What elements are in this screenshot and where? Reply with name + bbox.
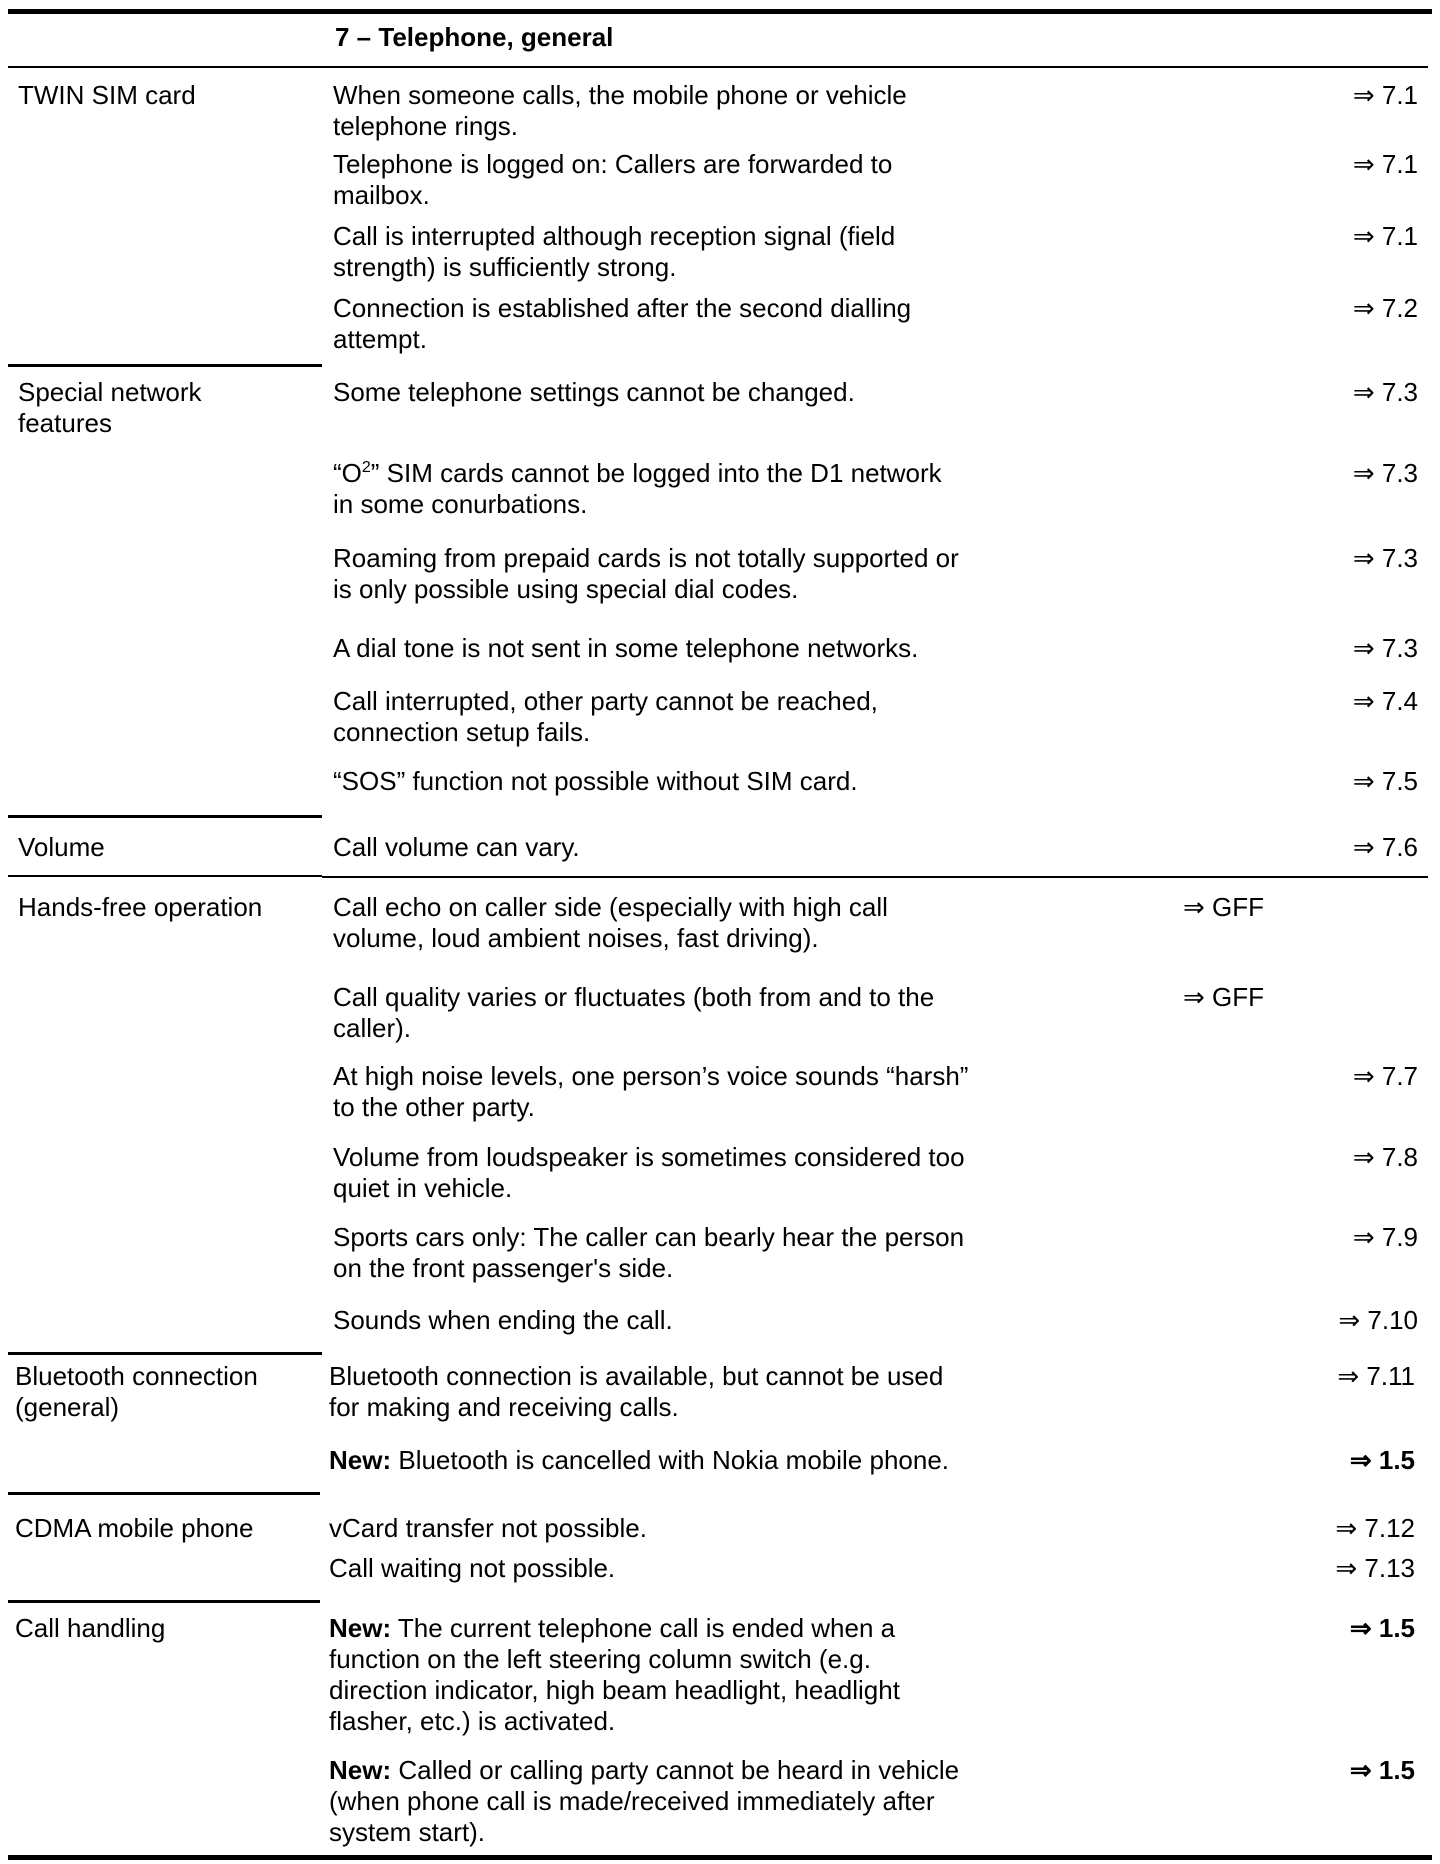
item-text: volume, loud ambient noises, fast driving). — [333, 923, 819, 953]
item-text: At high noise levels, one person’s voice sounds “harsh” — [333, 1061, 969, 1091]
divider-hands-free — [8, 1352, 322, 1355]
top-rule — [8, 9, 1432, 14]
item-text: flasher, etc.) is activated. — [329, 1706, 616, 1736]
cross-reference-gff: ⇒ GFF — [1183, 982, 1264, 1012]
category-twin-sim: TWIN SIM card — [18, 80, 196, 110]
item-text: Call is interrupted although reception signal (field — [333, 221, 896, 251]
bottom-rule — [8, 1855, 1432, 1860]
cross-reference: ⇒ 7.1 — [1352, 149, 1418, 179]
item-text: on the front passenger's side. — [333, 1253, 674, 1283]
item-text: attempt. — [333, 324, 427, 354]
header-rule — [8, 66, 1428, 68]
item-text: Bluetooth connection is available, but cannot be used — [329, 1361, 944, 1391]
category-volume: Volume — [18, 832, 105, 862]
item-text: Call volume can vary. — [333, 832, 580, 862]
item-text: Volume from loudspeaker is sometimes considered too — [333, 1142, 965, 1172]
cross-reference-gff: ⇒ GFF — [1183, 892, 1264, 922]
item-text: mailbox. — [333, 180, 430, 210]
item-text: connection setup fails. — [333, 717, 591, 747]
item-text: New: Called or calling party cannot be heard in vehicle — [329, 1755, 960, 1785]
item-text: vCard transfer not possible. — [329, 1513, 647, 1543]
item-text: quiet in vehicle. — [333, 1173, 513, 1203]
cross-reference: ⇒ 7.3 — [1352, 633, 1418, 663]
cross-reference: ⇒ 1.5 — [1349, 1445, 1415, 1475]
cross-reference: ⇒ 1.5 — [1349, 1613, 1415, 1643]
item-text: Roaming from prepaid cards is not totally supported or — [333, 543, 959, 573]
cross-reference: ⇒ 7.9 — [1352, 1222, 1418, 1252]
new-label: New: — [329, 1613, 392, 1643]
cross-reference: ⇒ 7.8 — [1352, 1142, 1418, 1172]
category-special-network: Special network — [18, 377, 202, 407]
item-text: caller). — [333, 1013, 412, 1043]
item-text: Connection is established after the second dialling — [333, 293, 912, 323]
divider-bluetooth — [8, 1492, 320, 1495]
category-hands-free: Hands-free operation — [18, 892, 263, 922]
divider-volume-right — [322, 876, 1428, 878]
item-text: to the other party. — [333, 1092, 535, 1122]
category-call-handling: Call handling — [15, 1613, 166, 1643]
item-text: direction indicator, high beam headlight, headlight — [329, 1675, 900, 1705]
divider-cdma — [8, 1600, 320, 1603]
item-text: Telephone is logged on: Callers are forwarded to — [333, 149, 893, 179]
category-bluetooth-line2: (general) — [15, 1392, 120, 1422]
superscript: 2 — [361, 459, 371, 476]
item-text: system start). — [329, 1817, 486, 1847]
item-text: Call echo on caller side (especially with high call — [333, 892, 888, 922]
new-label: New: — [329, 1755, 392, 1785]
cross-reference: ⇒ 7.6 — [1352, 832, 1418, 862]
item-text: Call waiting not possible. — [329, 1553, 616, 1583]
cross-reference: ⇒ 7.10 — [1338, 1305, 1418, 1335]
cross-reference: ⇒ 7.11 — [1337, 1361, 1415, 1391]
cross-reference: ⇒ 7.12 — [1335, 1513, 1415, 1543]
item-text: function on the left steering column switch (e.g. — [329, 1644, 871, 1674]
item-text: “$O^2$” SIM cards cannot be logged into the D1 network — [333, 458, 942, 488]
item-text: A dial tone is not sent in some telephone networks. — [333, 633, 919, 663]
cross-reference: ⇒ 7.13 — [1335, 1553, 1415, 1583]
new-label: New: — [329, 1445, 392, 1475]
item-text: for making and receiving calls. — [329, 1392, 679, 1422]
item-text: Sounds when ending the call. — [333, 1305, 673, 1335]
section-title: 7 – Telephone, general — [335, 22, 614, 52]
item-text: New: Bluetooth is cancelled with Nokia mobile phone. — [329, 1445, 950, 1475]
category-special-network-line2: features — [18, 408, 112, 438]
item-text: When someone calls, the mobile phone or vehicle — [333, 80, 907, 110]
divider-volume — [8, 875, 322, 877]
item-text: in some conurbations. — [333, 489, 588, 519]
item-text: Call interrupted, other party cannot be reached, — [333, 686, 878, 716]
cross-reference: ⇒ 7.1 — [1352, 221, 1418, 251]
item-text: Some telephone settings cannot be changed. — [333, 377, 855, 407]
divider-twin-sim — [8, 364, 322, 367]
cross-reference: ⇒ 7.2 — [1352, 293, 1418, 323]
cross-reference: ⇒ 7.1 — [1352, 80, 1418, 110]
item-text: New: The current telephone call is ended when a — [329, 1613, 896, 1643]
cross-reference: ⇒ 7.5 — [1352, 766, 1418, 796]
cross-reference: ⇒ 7.7 — [1352, 1061, 1418, 1091]
item-text: is only possible using special dial codes. — [333, 574, 799, 604]
cross-reference: ⇒ 1.5 — [1349, 1755, 1415, 1785]
category-bluetooth: Bluetooth connection — [15, 1361, 258, 1391]
item-text: Call quality varies or fluctuates (both from and to the — [333, 982, 935, 1012]
item-text: (when phone call is made/received immediately after — [329, 1786, 935, 1816]
cross-reference: ⇒ 7.3 — [1352, 458, 1418, 488]
cross-reference: ⇒ 7.4 — [1352, 686, 1418, 716]
divider-special-network — [8, 815, 322, 818]
item-text: telephone rings. — [333, 111, 519, 141]
cross-reference: ⇒ 7.3 — [1352, 377, 1418, 407]
item-text: “SOS” function not possible without SIM card. — [333, 766, 858, 796]
cross-reference: ⇒ 7.3 — [1352, 543, 1418, 573]
category-cdma: CDMA mobile phone — [15, 1513, 254, 1543]
item-text: strength) is sufficiently strong. — [333, 252, 677, 282]
item-text: Sports cars only: The caller can bearly hear the person — [333, 1222, 965, 1252]
